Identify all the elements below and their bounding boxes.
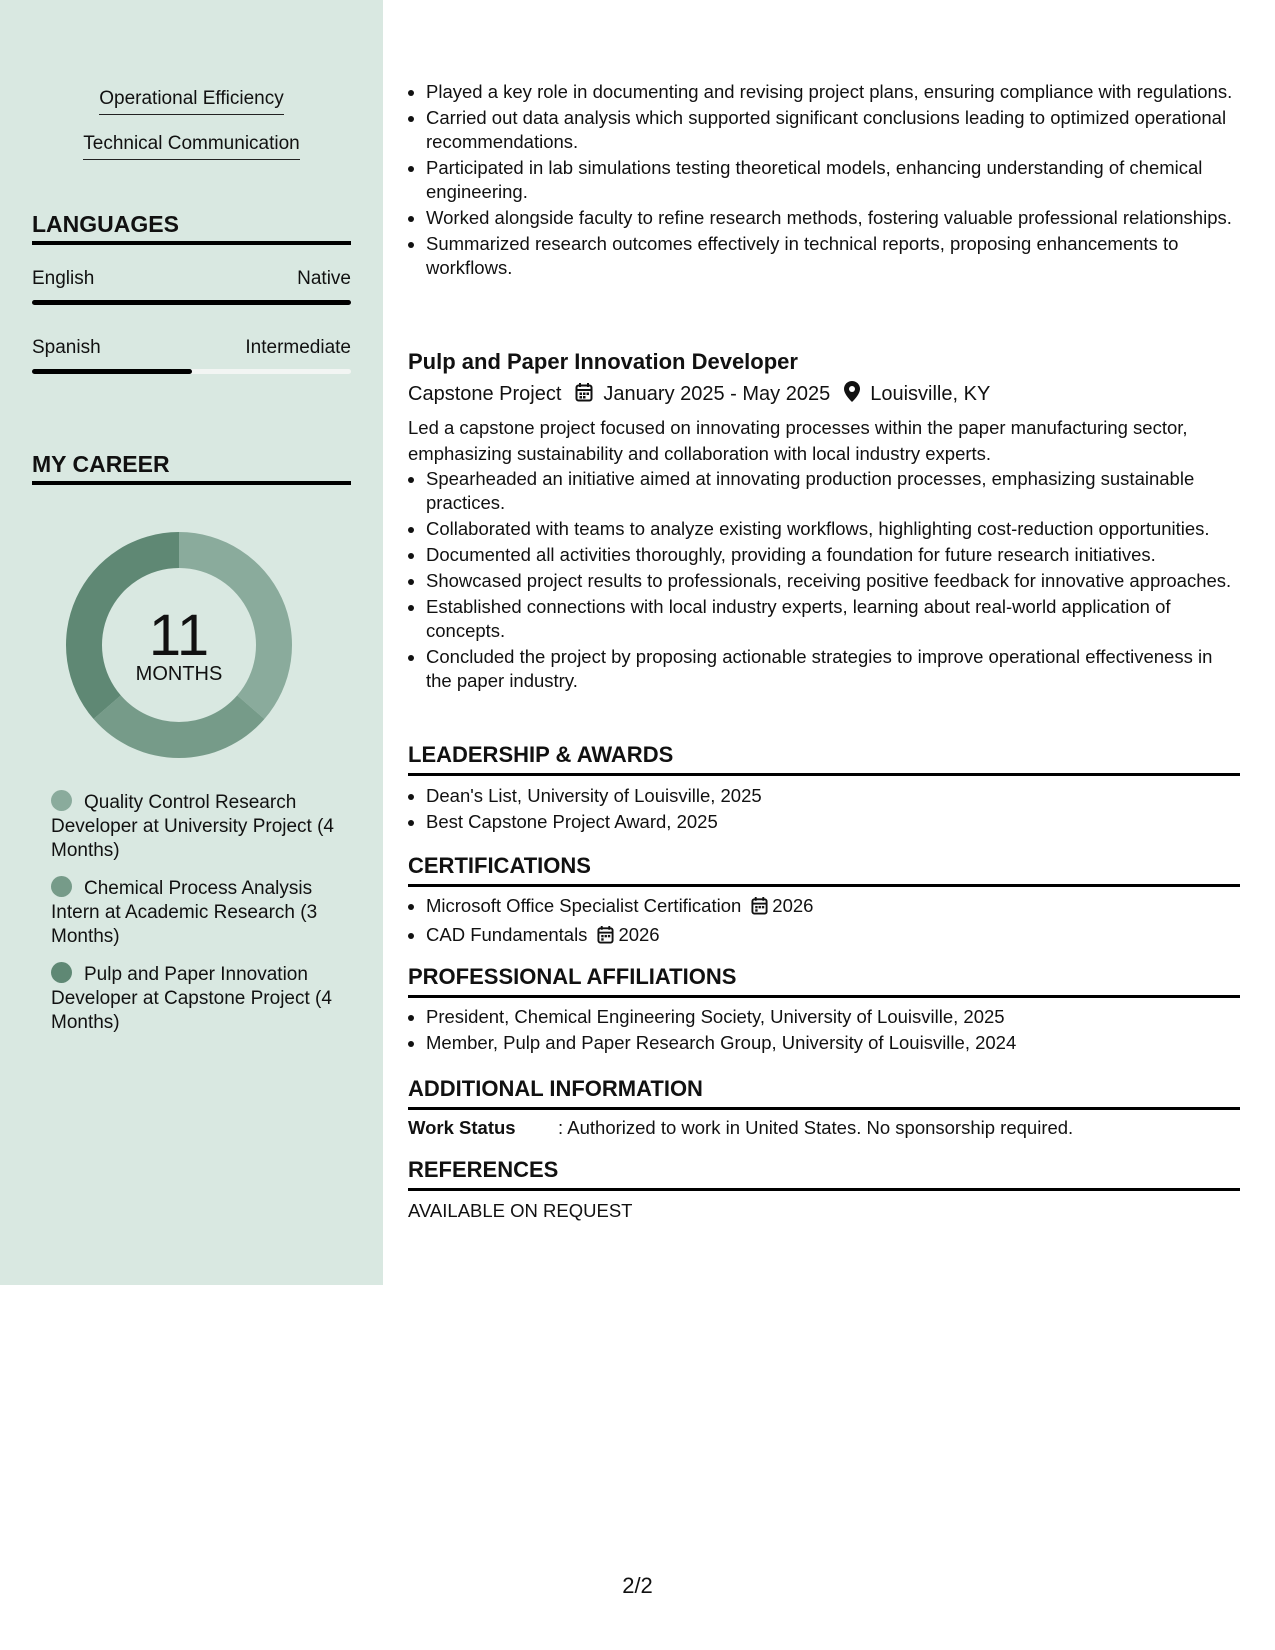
- job-dates: January 2025 - May 2025: [603, 383, 831, 405]
- certification-year: 2026: [618, 924, 660, 945]
- additional-info-heading: ADDITIONAL INFORMATION: [408, 1076, 1240, 1110]
- language-proficiency-bar: [32, 369, 351, 374]
- job-meta: [408, 381, 990, 408]
- skill-label: Operational Efficiency: [99, 88, 283, 115]
- skill-item: [0, 88, 383, 115]
- award-item: • Dean's List, University of Louisville, 2025: [426, 784, 1238, 808]
- work-status-row: [408, 1117, 1073, 1139]
- job-company: Capstone Project: [408, 383, 562, 405]
- job-bullets: [408, 467, 1240, 695]
- leadership-list: [408, 784, 1238, 836]
- language-proficiency-bar: [32, 300, 351, 305]
- bullet-item: • Concluded the project by proposing actionable strategies to improve operational effectiveness in the paper industry.: [426, 645, 1240, 693]
- references-text: AVAILABLE ON REQUEST: [408, 1200, 633, 1221]
- affiliation-item: • Member, Pulp and Paper Research Group, University of Louisville, 2024: [426, 1031, 1238, 1055]
- calendar-icon: [751, 896, 768, 921]
- career-donut-chart: [54, 520, 304, 770]
- location-pin-icon: [844, 381, 860, 408]
- calendar-icon: [597, 925, 614, 950]
- award-item: • Best Capstone Project Award, 2025: [426, 810, 1238, 834]
- certifications-list: [408, 894, 1238, 952]
- language-proficiency-fill: [32, 300, 351, 305]
- bullet-item: • Participated in lab simulations testing theoretical models, enhancing understanding of chemical engineering.: [426, 156, 1240, 204]
- work-status-label: Work Status: [408, 1117, 516, 1138]
- affiliations-list: [408, 1005, 1238, 1057]
- language-name: English: [32, 268, 95, 289]
- career-donut-slice: [94, 695, 265, 758]
- bullet-item: • Carried out data analysis which supported significant conclusions leading to optimized operational recommendations.: [426, 106, 1240, 154]
- career-total-value: 11: [148, 603, 210, 668]
- career-legend-dot: [51, 790, 72, 811]
- skill-label: Technical Communication: [83, 133, 300, 160]
- career-legend-item: [51, 790, 341, 863]
- language-proficiency-fill: [32, 369, 192, 374]
- languages-heading: LANGUAGES: [32, 211, 351, 245]
- previous-job-bullets: [408, 80, 1240, 282]
- affiliation-item: • President, Chemical Engineering Society, University of Louisville, 2025: [426, 1005, 1238, 1029]
- page-number: 2/2: [622, 1573, 653, 1598]
- certification-item: [426, 894, 1238, 921]
- language-level: Native: [297, 268, 351, 289]
- career-legend-item: [51, 876, 341, 949]
- career-total-unit: MONTHS: [135, 663, 223, 685]
- language-row: [32, 337, 351, 359]
- certification-name: CAD Fundamentals: [426, 924, 588, 945]
- bullet-item: • Documented all activities thoroughly, providing a foundation for future research initiatives.: [426, 543, 1240, 567]
- career-legend-label: Chemical Process Analysis Intern at Academic Research (3 Months): [51, 878, 318, 947]
- references-heading: REFERENCES: [408, 1157, 1240, 1191]
- certification-name: Microsoft Office Specialist Certification: [426, 895, 742, 916]
- language-row: [32, 268, 351, 290]
- career-heading: MY CAREER: [32, 451, 351, 485]
- skill-item: [0, 133, 383, 160]
- language-level: Intermediate: [245, 337, 351, 358]
- career-legend-dot: [51, 876, 72, 897]
- certification-year: 2026: [772, 895, 814, 916]
- language-name: Spanish: [32, 337, 101, 358]
- bullet-item: • Established connections with local industry experts, learning about real-world application of concepts.: [426, 595, 1240, 643]
- bullet-item: • Showcased project results to professionals, receiving positive feedback for innovative approaches.: [426, 569, 1240, 593]
- work-status-value: : Authorized to work in United States. No sponsorship required.: [558, 1117, 1074, 1138]
- career-donut-svg: [54, 520, 304, 770]
- certifications-heading: CERTIFICATIONS: [408, 853, 1240, 887]
- job-title: Pulp and Paper Innovation Developer: [408, 349, 798, 374]
- bullet-item: • Played a key role in documenting and revising project plans, ensuring compliance with regulations.: [426, 80, 1240, 104]
- affiliations-heading: PROFESSIONAL AFFILIATIONS: [408, 964, 1240, 998]
- career-legend-item: [51, 962, 341, 1035]
- job-location: Louisville, KY: [870, 383, 991, 405]
- calendar-icon: [575, 382, 593, 408]
- career-legend-dot: [51, 962, 72, 983]
- bullet-item: • Spearheaded an initiative aimed at innovating production processes, emphasizing sustainable practices.: [426, 467, 1240, 515]
- career-legend-label: Pulp and Paper Innovation Developer at Capstone Project (4 Months): [51, 964, 332, 1033]
- bullet-item: • Worked alongside faculty to refine research methods, fostering valuable professional relationships.: [426, 206, 1240, 230]
- career-legend-label: Quality Control Research Developer at University Project (4 Months): [51, 792, 334, 861]
- bullet-item: • Summarized research outcomes effectively in technical reports, proposing enhancements to workflows.: [426, 232, 1240, 280]
- job-description: Led a capstone project focused on innovating processes within the paper manufacturing sector, emphasizing sustainability and collaboration with local industry experts.: [408, 417, 1188, 464]
- bullet-item: • Collaborated with teams to analyze existing workflows, highlighting cost-reduction opportunities.: [426, 517, 1240, 541]
- leadership-heading: LEADERSHIP & AWARDS: [408, 742, 1240, 776]
- certification-item: [426, 923, 1238, 950]
